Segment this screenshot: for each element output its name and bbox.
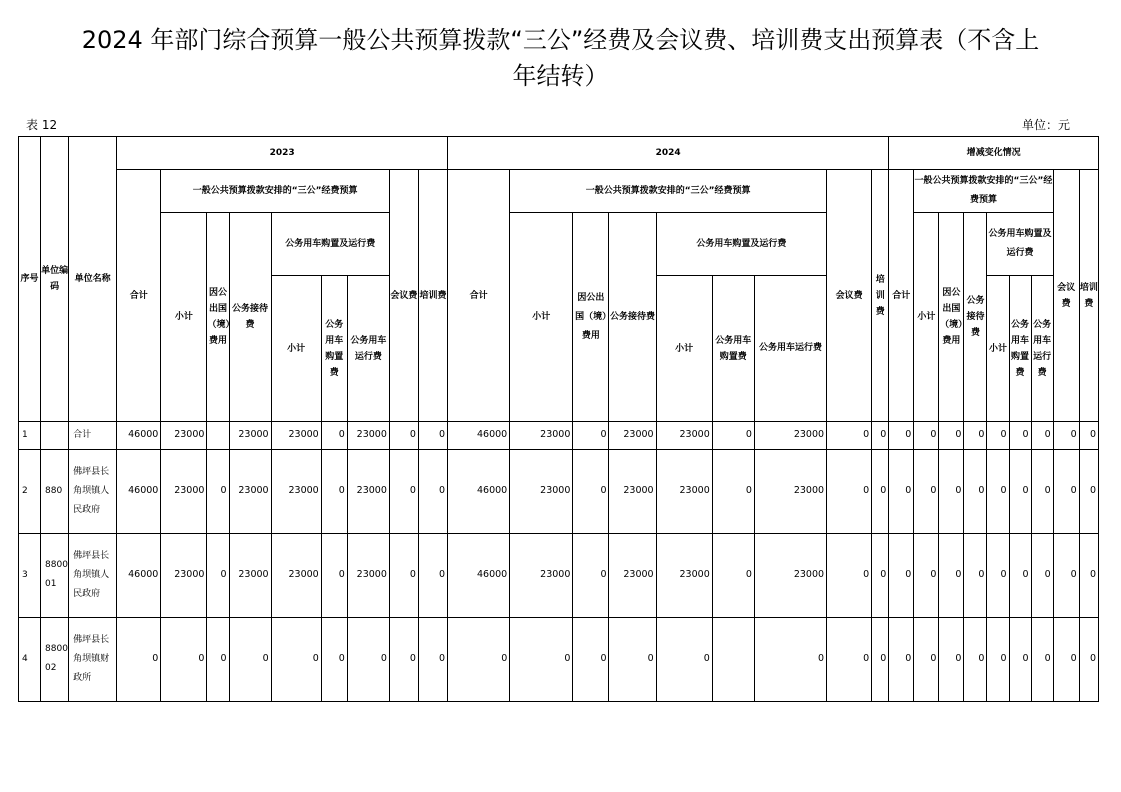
row-v2023-value: 0: [418, 422, 447, 449]
table-row: [19, 422, 1099, 449]
row-vchg-value: 0: [1053, 617, 1079, 701]
header-change-sangong: 一般公共预算拨款安排的“三公”经费预算: [914, 170, 1053, 213]
row-v2023-value: 0: [418, 533, 447, 617]
row-v2024-value: 0: [573, 617, 609, 701]
header-2023-reception: 公务接待费: [229, 213, 271, 422]
header-2024-vehicle-run: 公务用车运行费: [754, 276, 826, 422]
row-v2024-value: 0: [573, 449, 609, 533]
row-v2024-value: 0: [609, 617, 656, 701]
header-change-total: 合计: [889, 170, 914, 422]
header-2023-sangong: 一般公共预算拨款安排的“三公”经费预算: [161, 170, 390, 213]
header-change-vehicle-subtotal: 小计: [987, 276, 1009, 422]
header-change: 增减变化情况: [889, 137, 1099, 170]
row-v2023-value: 0: [321, 422, 347, 449]
header-year-2023: 2023: [117, 137, 448, 170]
row-v2023-value: 0: [321, 617, 347, 701]
row-vchg-value: 0: [914, 617, 939, 701]
header-2024-vehicle-subtotal: 小计: [656, 276, 712, 422]
row-v2023-value: 0: [207, 449, 229, 533]
row-v2023-value: 0: [418, 449, 447, 533]
header-2023-meeting: 会议费: [389, 170, 418, 422]
row-v2023-value: 0: [161, 617, 207, 701]
row-v2024-value: 0: [573, 422, 609, 449]
header-2024-sangong: 一般公共预算拨款安排的“三公”经费预算: [510, 170, 827, 213]
row-v2023-value: 23000: [347, 449, 389, 533]
header-2023-abroad: 因公出国（境）费用: [207, 213, 229, 422]
row-v2024-value: 23000: [656, 533, 712, 617]
header-2024-meeting: 会议费: [827, 170, 872, 422]
row-v2024-value: 0: [872, 449, 889, 533]
unit-label: 单位：元: [1022, 118, 1071, 132]
row-v2024-value: 23000: [656, 422, 712, 449]
row-vchg-value: 0: [1009, 533, 1031, 617]
row-vchg-value: 0: [939, 533, 964, 617]
row-v2023-value: 0: [271, 617, 321, 701]
row-vchg-value: 0: [987, 533, 1009, 617]
row-v2023-value: 0: [207, 533, 229, 617]
row-vchg-value: 0: [964, 449, 987, 533]
row-v2023-value: 23000: [271, 449, 321, 533]
row-v2024-value: 0: [827, 617, 872, 701]
row-vchg-value: 0: [1031, 617, 1053, 701]
row-vchg-value: 0: [1009, 449, 1031, 533]
row-unit-code: [41, 422, 69, 449]
row-unit-code: 880001: [41, 533, 69, 617]
row-seq: 1: [19, 422, 41, 449]
row-v2024-value: 0: [827, 449, 872, 533]
header-year-2024: 2024: [448, 137, 889, 170]
row-v2024-value: 46000: [448, 422, 510, 449]
header-change-subtotal: 小计: [914, 213, 939, 422]
row-vchg-value: 0: [987, 449, 1009, 533]
row-v2023-value: 23000: [161, 533, 207, 617]
row-v2023-value: 0: [321, 449, 347, 533]
row-unit-name: 佛坪县长角坝镇人民政府: [69, 449, 117, 533]
row-v2024-value: 0: [573, 533, 609, 617]
header-2024-vehicle: 公务用车购置及运行费: [656, 213, 826, 276]
title-line-1: 2024 年部门综合预算一般公共预算拨款“三公”经费及会议费、培训费支出预算表（不含上: [81, 26, 1040, 54]
row-v2023-value: 46000: [117, 422, 161, 449]
row-v2023-value: 23000: [271, 533, 321, 617]
row-v2024-value: 0: [827, 422, 872, 449]
row-v2023-value: 46000: [117, 449, 161, 533]
row-v2023-value: 23000: [161, 422, 207, 449]
row-vchg-value: 0: [939, 617, 964, 701]
budget-table: [18, 136, 1099, 702]
row-vchg-value: 0: [889, 422, 914, 449]
row-vchg-value: 0: [964, 422, 987, 449]
row-v2023-value: 0: [229, 617, 271, 701]
row-vchg-value: 0: [1031, 422, 1053, 449]
row-vchg-value: 0: [1031, 449, 1053, 533]
header-2023-vehicle-purchase: 公务用车购置费: [321, 276, 347, 422]
row-v2023-value: 23000: [271, 422, 321, 449]
row-v2023-value: 23000: [347, 533, 389, 617]
row-vchg-value: 0: [1079, 617, 1098, 701]
row-vchg-value: 0: [1053, 449, 1079, 533]
row-v2023-value: [207, 422, 229, 449]
row-vchg-value: 0: [964, 533, 987, 617]
title-line-2: 年结转）: [512, 62, 609, 90]
header-2024-total: 合计: [448, 170, 510, 422]
row-v2024-value: 46000: [448, 533, 510, 617]
row-v2024-value: 0: [712, 533, 754, 617]
row-v2024-value: 23000: [510, 533, 573, 617]
row-v2023-value: 0: [418, 617, 447, 701]
row-vchg-value: 0: [1053, 422, 1079, 449]
row-v2024-value: 0: [656, 617, 712, 701]
header-2023-vehicle-run: 公务用车运行费: [347, 276, 389, 422]
row-v2023-value: 23000: [229, 449, 271, 533]
row-v2023-value: 0: [117, 617, 161, 701]
row-v2024-value: 0: [712, 449, 754, 533]
header-2023-training: 培训费: [418, 170, 447, 422]
row-v2024-value: 23000: [656, 449, 712, 533]
row-unit-name: 佛坪县长角坝镇财政所: [69, 617, 117, 701]
row-v2023-value: 23000: [229, 422, 271, 449]
row-v2024-value: 0: [827, 533, 872, 617]
row-v2024-value: 0: [448, 617, 510, 701]
row-vchg-value: 0: [987, 617, 1009, 701]
header-2024-subtotal: 小计: [510, 213, 573, 422]
row-vchg-value: 0: [914, 422, 939, 449]
row-vchg-value: 0: [939, 422, 964, 449]
row-vchg-value: 0: [1031, 533, 1053, 617]
row-v2024-value: 0: [872, 617, 889, 701]
row-v2024-value: 23000: [609, 422, 656, 449]
row-seq: 3: [19, 533, 41, 617]
header-unit-code: 单位编码: [41, 137, 69, 422]
row-v2024-value: 23000: [609, 449, 656, 533]
row-v2023-value: 46000: [117, 533, 161, 617]
row-v2024-value: 0: [712, 422, 754, 449]
header-2024-abroad: 因公出国（境）费用: [573, 213, 609, 422]
header-2023-vehicle-subtotal: 小计: [271, 276, 321, 422]
row-unit-name: 合计: [69, 422, 117, 449]
row-vchg-value: 0: [914, 533, 939, 617]
row-v2024-value: 23000: [510, 422, 573, 449]
table-row: [19, 533, 1099, 617]
page-title: [0, 22, 1121, 94]
header-2024-reception: 公务接待费: [609, 213, 656, 422]
row-v2023-value: 0: [207, 617, 229, 701]
table-number: 表 12: [26, 118, 58, 132]
row-v2023-value: 0: [389, 449, 418, 533]
table-row: [19, 617, 1099, 701]
row-v2024-value: 23000: [754, 449, 826, 533]
row-vchg-value: 0: [1053, 533, 1079, 617]
row-v2024-value: 0: [872, 422, 889, 449]
header-change-reception: 公务接待费: [964, 213, 987, 422]
header-2024-training: 培训费: [872, 170, 889, 422]
row-v2024-value: 0: [754, 617, 826, 701]
row-vchg-value: 0: [914, 449, 939, 533]
row-v2024-value: 0: [510, 617, 573, 701]
header-unit-name: 单位名称: [69, 137, 117, 422]
row-v2023-value: 0: [389, 617, 418, 701]
header-row-groups: [19, 170, 1099, 213]
row-v2023-value: 0: [347, 617, 389, 701]
row-vchg-value: 0: [939, 449, 964, 533]
row-v2023-value: 23000: [347, 422, 389, 449]
row-vchg-value: 0: [1009, 617, 1031, 701]
row-vchg-value: 0: [987, 422, 1009, 449]
row-v2023-value: 0: [389, 533, 418, 617]
row-v2024-value: 23000: [754, 533, 826, 617]
header-row-years: [19, 137, 1099, 170]
header-seq: 序号: [19, 137, 41, 422]
row-v2023-value: 0: [321, 533, 347, 617]
header-row-sub: [19, 213, 1099, 276]
header-change-vehicle-run: 公务用车运行费: [1031, 276, 1053, 422]
row-v2024-value: 23000: [754, 422, 826, 449]
row-vchg-value: 0: [1079, 449, 1098, 533]
row-vchg-value: 0: [889, 449, 914, 533]
row-vchg-value: 0: [889, 533, 914, 617]
row-vchg-value: 0: [1079, 422, 1098, 449]
row-v2023-value: 0: [389, 422, 418, 449]
row-v2024-value: [712, 617, 754, 701]
row-v2024-value: 23000: [609, 533, 656, 617]
row-seq: 2: [19, 449, 41, 533]
row-v2023-value: 23000: [161, 449, 207, 533]
row-vchg-value: 0: [889, 617, 914, 701]
header-change-vehicle: 公务用车购置及运行费: [987, 213, 1053, 276]
header-2023-vehicle: 公务用车购置及运行费: [271, 213, 389, 276]
row-v2024-value: 23000: [510, 449, 573, 533]
header-change-abroad: 因公出国（境）费用: [939, 213, 964, 422]
row-seq: 4: [19, 617, 41, 701]
header-change-vehicle-purchase: 公务用车购置费: [1009, 276, 1031, 422]
header-change-meeting: 会议费: [1053, 170, 1079, 422]
row-unit-code: 880: [41, 449, 69, 533]
header-2024-vehicle-purchase: 公务用车购置费: [712, 276, 754, 422]
row-vchg-value: 0: [1079, 533, 1098, 617]
header-2023-total: 合计: [117, 170, 161, 422]
row-vchg-value: 0: [1009, 422, 1031, 449]
row-v2024-value: 46000: [448, 449, 510, 533]
row-v2023-value: 23000: [229, 533, 271, 617]
header-change-training: 培训费: [1079, 170, 1098, 422]
header-2023-subtotal: 小计: [161, 213, 207, 422]
row-v2024-value: 0: [872, 533, 889, 617]
table-row: [19, 449, 1099, 533]
row-unit-name: 佛坪县长角坝镇人民政府: [69, 533, 117, 617]
row-vchg-value: 0: [964, 617, 987, 701]
row-unit-code: 880002: [41, 617, 69, 701]
